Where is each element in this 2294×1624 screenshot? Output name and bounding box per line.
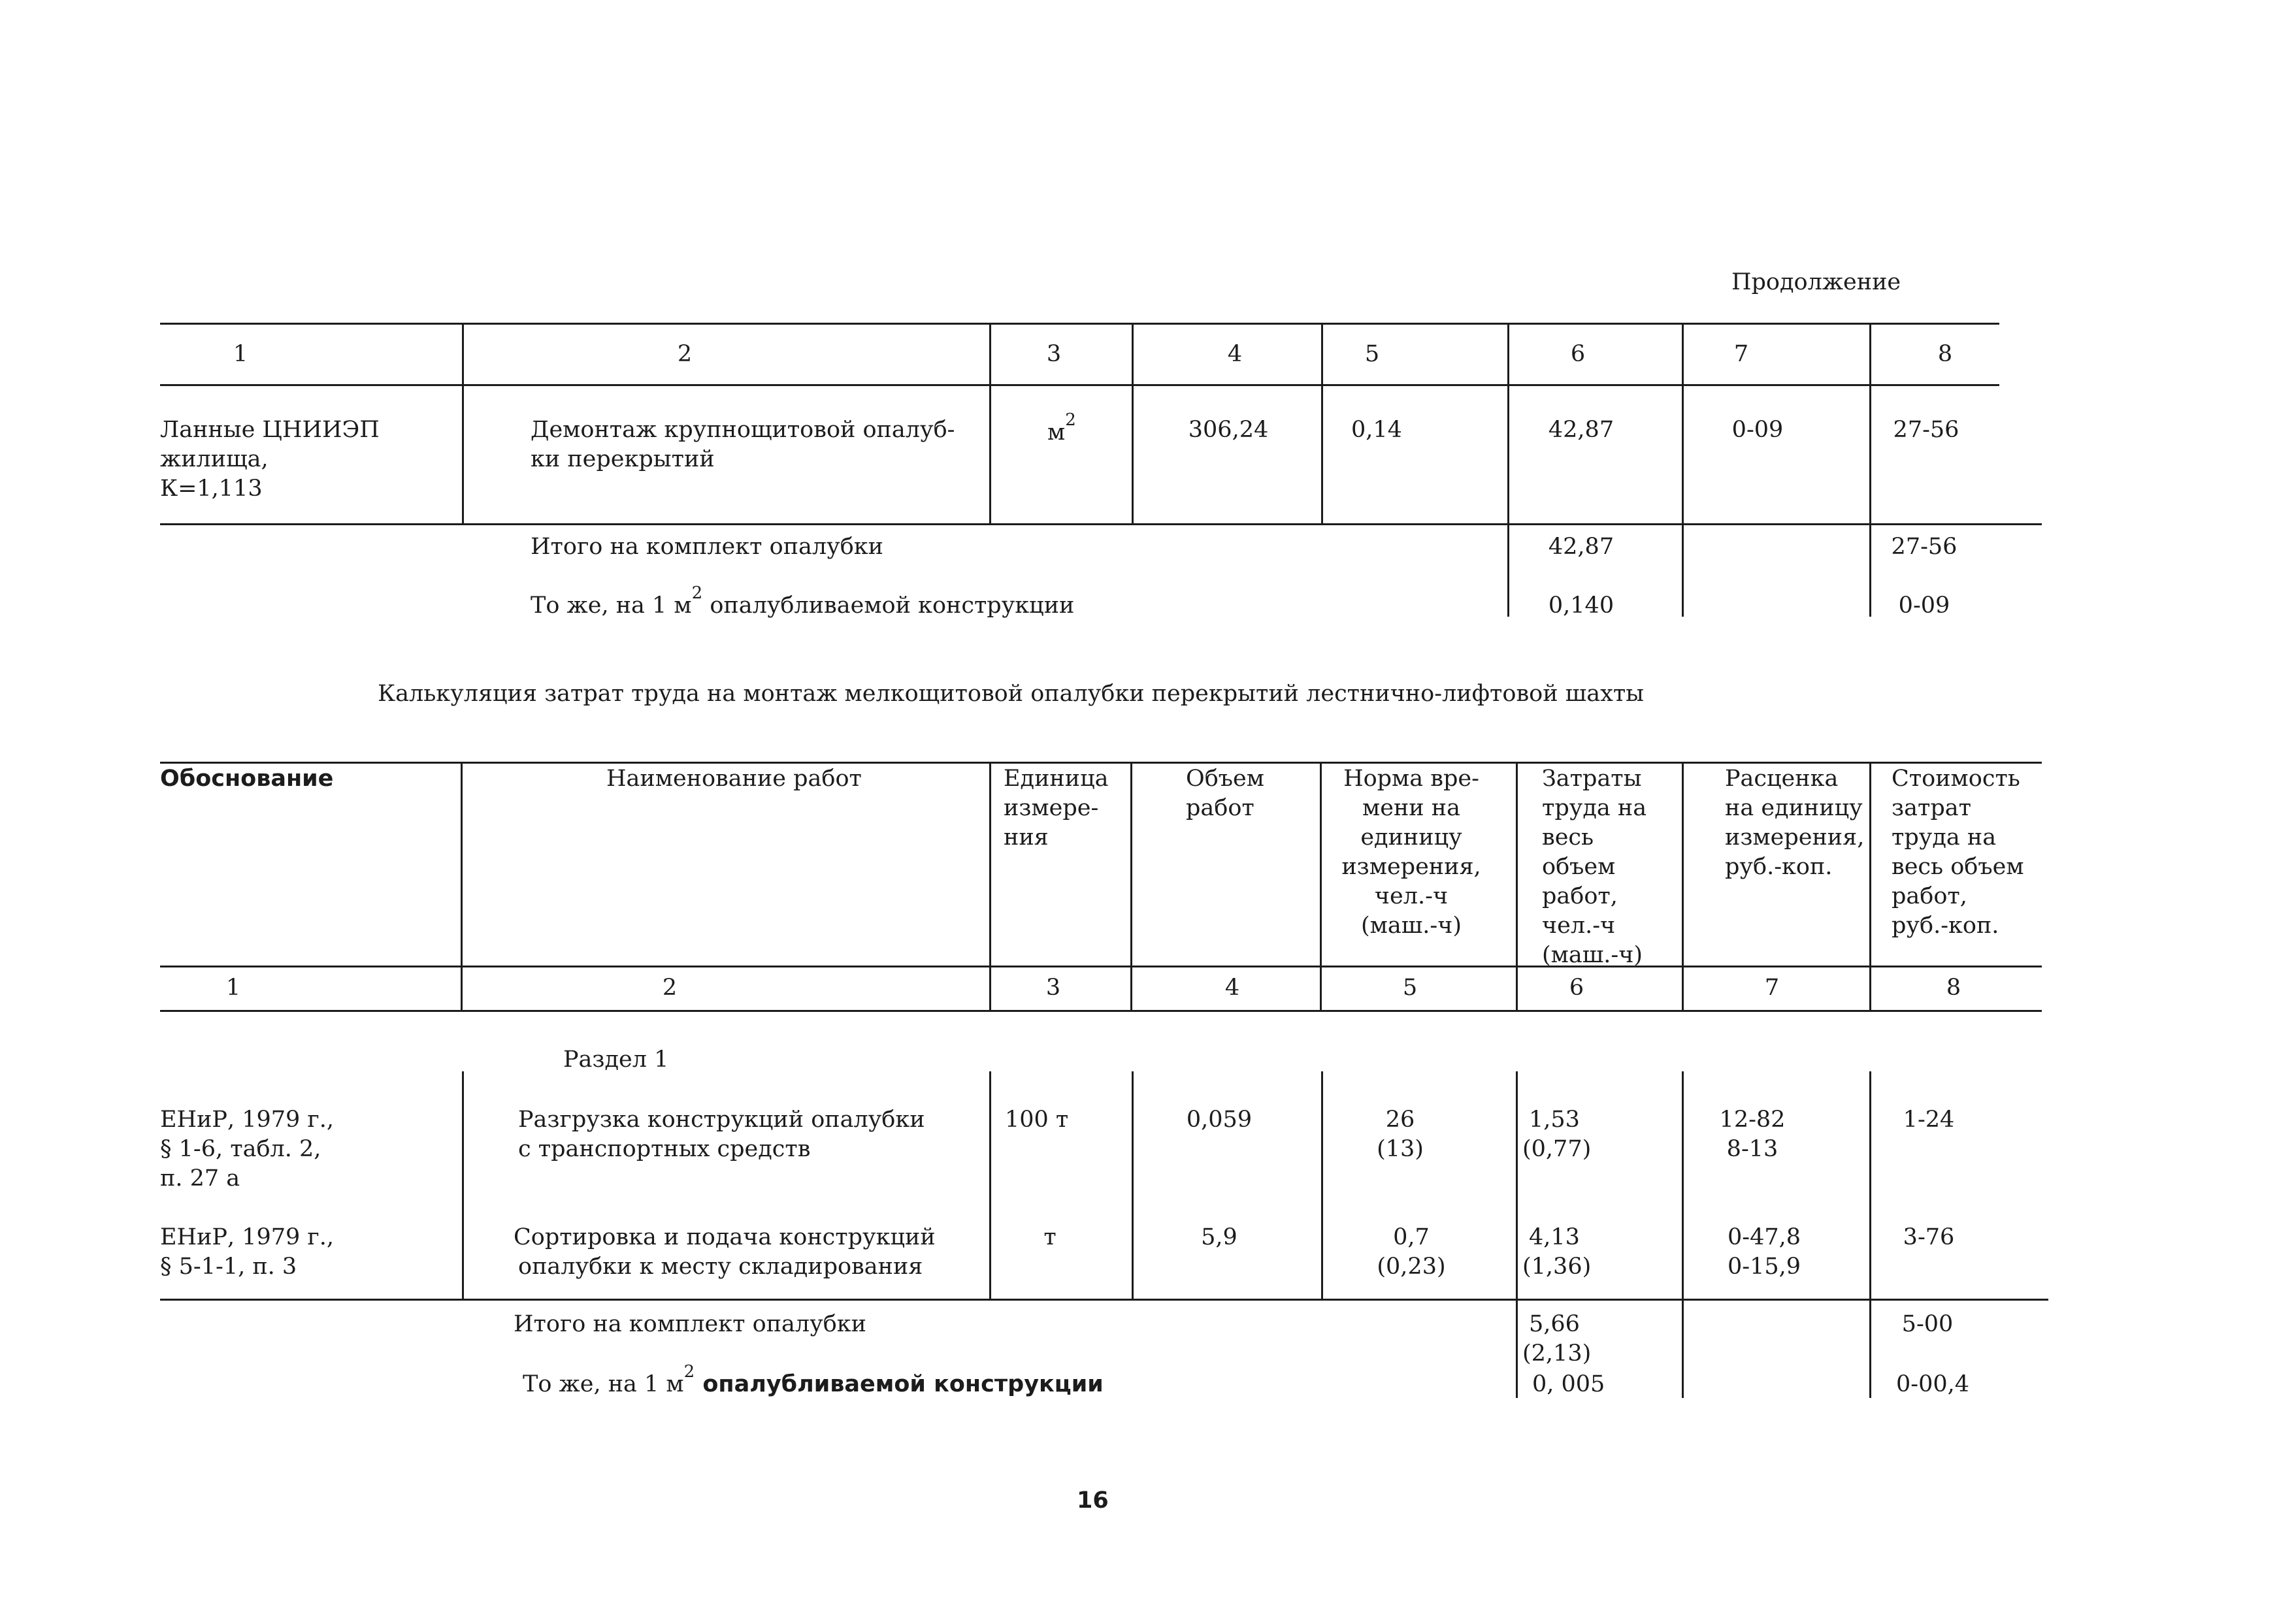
cost-cell: 3-76 bbox=[1903, 1224, 1955, 1250]
table2-colnum-rule bbox=[160, 1010, 2042, 1012]
table1-colnum: 4 bbox=[1227, 341, 1243, 367]
header-norm-line: измерения, bbox=[1341, 854, 1481, 880]
table1-colnum: 5 bbox=[1364, 341, 1380, 367]
header-cost-line: затрат bbox=[1892, 795, 1971, 821]
table2-col-divider bbox=[989, 762, 991, 1010]
total-labor: (2,13) bbox=[1522, 1340, 1592, 1367]
table2-colnum: 6 bbox=[1569, 975, 1584, 1001]
header-rate-line: Расценка bbox=[1725, 766, 1839, 792]
norm-cell: 26 bbox=[1385, 1107, 1415, 1133]
table2-colnum: 2 bbox=[662, 975, 678, 1001]
table2-col-divider bbox=[1130, 762, 1132, 1010]
table2-colnum: 4 bbox=[1224, 975, 1240, 1001]
table2-col-divider bbox=[1516, 1071, 1518, 1398]
unit-cell: $м^2$ bbox=[1047, 410, 1076, 446]
header-norm-line: (маш.-ч) bbox=[1360, 913, 1462, 939]
volume-cell: 306,24 bbox=[1188, 417, 1269, 443]
header-cost-line: труда на bbox=[1892, 824, 1997, 851]
table2-col-divider bbox=[1682, 762, 1684, 1010]
per-unit-label: То же, на 1 $м^2$ опалубливаемой конструкции bbox=[523, 1362, 1104, 1397]
header-cost-line: весь объем bbox=[1892, 854, 2024, 880]
table2-col-divider bbox=[461, 762, 463, 1010]
table1-colnum: 2 bbox=[677, 341, 693, 367]
work-name: ки перекрытий bbox=[531, 446, 715, 472]
rate-cell: 0-09 bbox=[1731, 417, 1784, 443]
table2-col-divider bbox=[462, 1071, 464, 1299]
header-basis: Обоснование bbox=[160, 766, 334, 792]
table2-col-divider bbox=[1516, 762, 1518, 1010]
labor-cell: (1,36) bbox=[1522, 1254, 1592, 1280]
table2-colnum: 3 bbox=[1045, 975, 1061, 1001]
table2-top-rule bbox=[160, 762, 2042, 764]
table2-col-divider bbox=[1321, 1071, 1323, 1299]
header-labor-line: весь bbox=[1542, 824, 1594, 851]
basis-text: ЕНиР, 1979 г., bbox=[160, 1107, 334, 1133]
per-unit-label: То же, на 1 $м^2$ опалубливаемой конструкции bbox=[531, 583, 1075, 619]
header-unit-line: Единица bbox=[1004, 766, 1109, 792]
table1-colnum: 8 bbox=[1937, 341, 1953, 367]
per-unit-labor: 0, 005 bbox=[1532, 1371, 1605, 1397]
basis-text: К=1,113 bbox=[160, 476, 263, 502]
header-rate-line: измерения, bbox=[1725, 824, 1865, 851]
norm-cell: 0,14 bbox=[1351, 417, 1402, 443]
table1-top-rule bbox=[160, 323, 1999, 325]
table1-col-divider bbox=[1321, 323, 1323, 523]
table1-col-divider bbox=[1507, 323, 1509, 617]
work-name: с транспортных средств bbox=[518, 1136, 811, 1162]
table1-col-divider bbox=[462, 323, 464, 523]
table2-col-divider bbox=[989, 1071, 991, 1299]
table2-colnum: 5 bbox=[1402, 975, 1418, 1001]
section-title: Калькуляция затрат труда на монтаж мелкощитовой опалубки перекрытий лестнично-лифтовой шахты bbox=[378, 681, 1645, 707]
header-unit-line: измере- bbox=[1004, 795, 1099, 821]
table2-colnum: 1 bbox=[225, 975, 241, 1001]
labor-cell: 4,13 bbox=[1529, 1224, 1580, 1250]
labor-cell: (0,77) bbox=[1522, 1136, 1592, 1162]
total-label: Итого на комплект опалубки bbox=[514, 1311, 866, 1337]
basis-text: жилища, bbox=[160, 446, 269, 472]
header-labor-line: работ, bbox=[1542, 883, 1618, 909]
norm-cell: (13) bbox=[1377, 1136, 1424, 1162]
norm-cell: (0,23) bbox=[1377, 1254, 1446, 1280]
total-cost: 5-00 bbox=[1901, 1311, 1954, 1337]
table1-col-divider bbox=[989, 323, 991, 523]
per-unit-cost: 0-00,4 bbox=[1895, 1371, 1970, 1397]
table2-col-divider bbox=[1682, 1071, 1684, 1398]
rate-cell: 8-13 bbox=[1726, 1136, 1778, 1162]
total-labor: 5,66 bbox=[1529, 1311, 1580, 1337]
norm-cell: 0,7 bbox=[1393, 1224, 1430, 1250]
total-labor: 42,87 bbox=[1548, 534, 1614, 560]
table1-colnum: 3 bbox=[1046, 341, 1062, 367]
table2-col-divider bbox=[1869, 1071, 1871, 1398]
labor-cell: 1,53 bbox=[1529, 1107, 1580, 1133]
header-work-name: Наименование работ bbox=[606, 766, 862, 792]
basis-text: Ланные ЦНИИЭП bbox=[160, 417, 380, 443]
table1-col-divider bbox=[1869, 323, 1871, 617]
header-labor-line: труда на bbox=[1542, 795, 1647, 821]
labor-cell: 42,87 bbox=[1548, 417, 1614, 443]
rate-cell: 0-15,9 bbox=[1727, 1254, 1801, 1280]
header-volume-line: работ bbox=[1186, 795, 1254, 821]
table2-colnum: 8 bbox=[1946, 975, 1961, 1001]
table1-colnum: 6 bbox=[1570, 341, 1586, 367]
work-name: Сортировка и подача конструкций bbox=[514, 1224, 936, 1250]
per-unit-labor: 0,140 bbox=[1548, 593, 1614, 619]
header-norm-line: чел.-ч bbox=[1374, 883, 1449, 909]
table1-body-rule bbox=[160, 523, 2042, 525]
header-labor-line: объем bbox=[1542, 854, 1616, 880]
continuation-label: Продолжение bbox=[1731, 269, 1901, 295]
table1-col-divider bbox=[1682, 323, 1684, 617]
header-cost-line: руб.-коп. bbox=[1892, 913, 1999, 939]
section-label: Раздел 1 bbox=[563, 1047, 669, 1073]
header-volume-line: Объем bbox=[1186, 766, 1264, 792]
header-norm-line: Норма вре- bbox=[1343, 766, 1479, 792]
unit-cell: т bbox=[1043, 1224, 1057, 1250]
table1-col-divider bbox=[1132, 323, 1134, 523]
page-number: 16 bbox=[1077, 1487, 1109, 1514]
header-labor-line: чел.-ч bbox=[1542, 913, 1616, 939]
table2-body-rule bbox=[160, 1299, 2048, 1301]
cost-cell: 1-24 bbox=[1903, 1107, 1955, 1133]
basis-text: п. 27 а bbox=[160, 1165, 240, 1192]
header-cost-line: Стоимость bbox=[1892, 766, 2020, 792]
work-name: Демонтаж крупнощитовой опалуб- bbox=[531, 417, 955, 443]
header-labor-line: Затраты bbox=[1542, 766, 1642, 792]
header-norm-line: мени на bbox=[1362, 795, 1460, 821]
table1-colnum: 7 bbox=[1733, 341, 1749, 367]
table1-colnum: 1 bbox=[233, 341, 248, 367]
header-unit-line: ния bbox=[1004, 824, 1049, 851]
header-cost-line: работ, bbox=[1892, 883, 1967, 909]
unit-cell: 100 т bbox=[1005, 1107, 1069, 1133]
table2-col-divider bbox=[1869, 762, 1871, 1010]
basis-text: ЕНиР, 1979 г., bbox=[160, 1224, 334, 1250]
total-cost: 27-56 bbox=[1891, 534, 1958, 560]
table2-header-rule bbox=[160, 966, 2042, 967]
volume-cell: 5,9 bbox=[1201, 1224, 1237, 1250]
header-norm-line: единицу bbox=[1360, 824, 1462, 851]
table2-col-divider bbox=[1320, 762, 1322, 1010]
header-labor-line: (маш.-ч) bbox=[1542, 942, 1643, 968]
total-label: Итого на комплект опалубки bbox=[531, 534, 883, 560]
header-rate-line: на единицу bbox=[1725, 795, 1863, 821]
work-name: Разгрузка конструкций опалубки bbox=[518, 1107, 925, 1133]
per-unit-cost: 0-09 bbox=[1898, 593, 1950, 619]
work-name: опалубки к месту складирования bbox=[518, 1254, 923, 1280]
header-rate-line: руб.-коп. bbox=[1725, 854, 1833, 880]
rate-cell: 0-47,8 bbox=[1727, 1224, 1801, 1250]
table2-col-divider bbox=[1132, 1071, 1134, 1299]
basis-text: § 1-6, табл. 2, bbox=[160, 1136, 321, 1162]
table1-header-rule bbox=[160, 384, 1999, 386]
table2-colnum: 7 bbox=[1764, 975, 1780, 1001]
cost-cell: 27-56 bbox=[1893, 417, 1959, 443]
rate-cell: 12-82 bbox=[1719, 1107, 1786, 1133]
basis-text: § 5-1-1, п. 3 bbox=[160, 1254, 297, 1280]
volume-cell: 0,059 bbox=[1186, 1107, 1253, 1133]
